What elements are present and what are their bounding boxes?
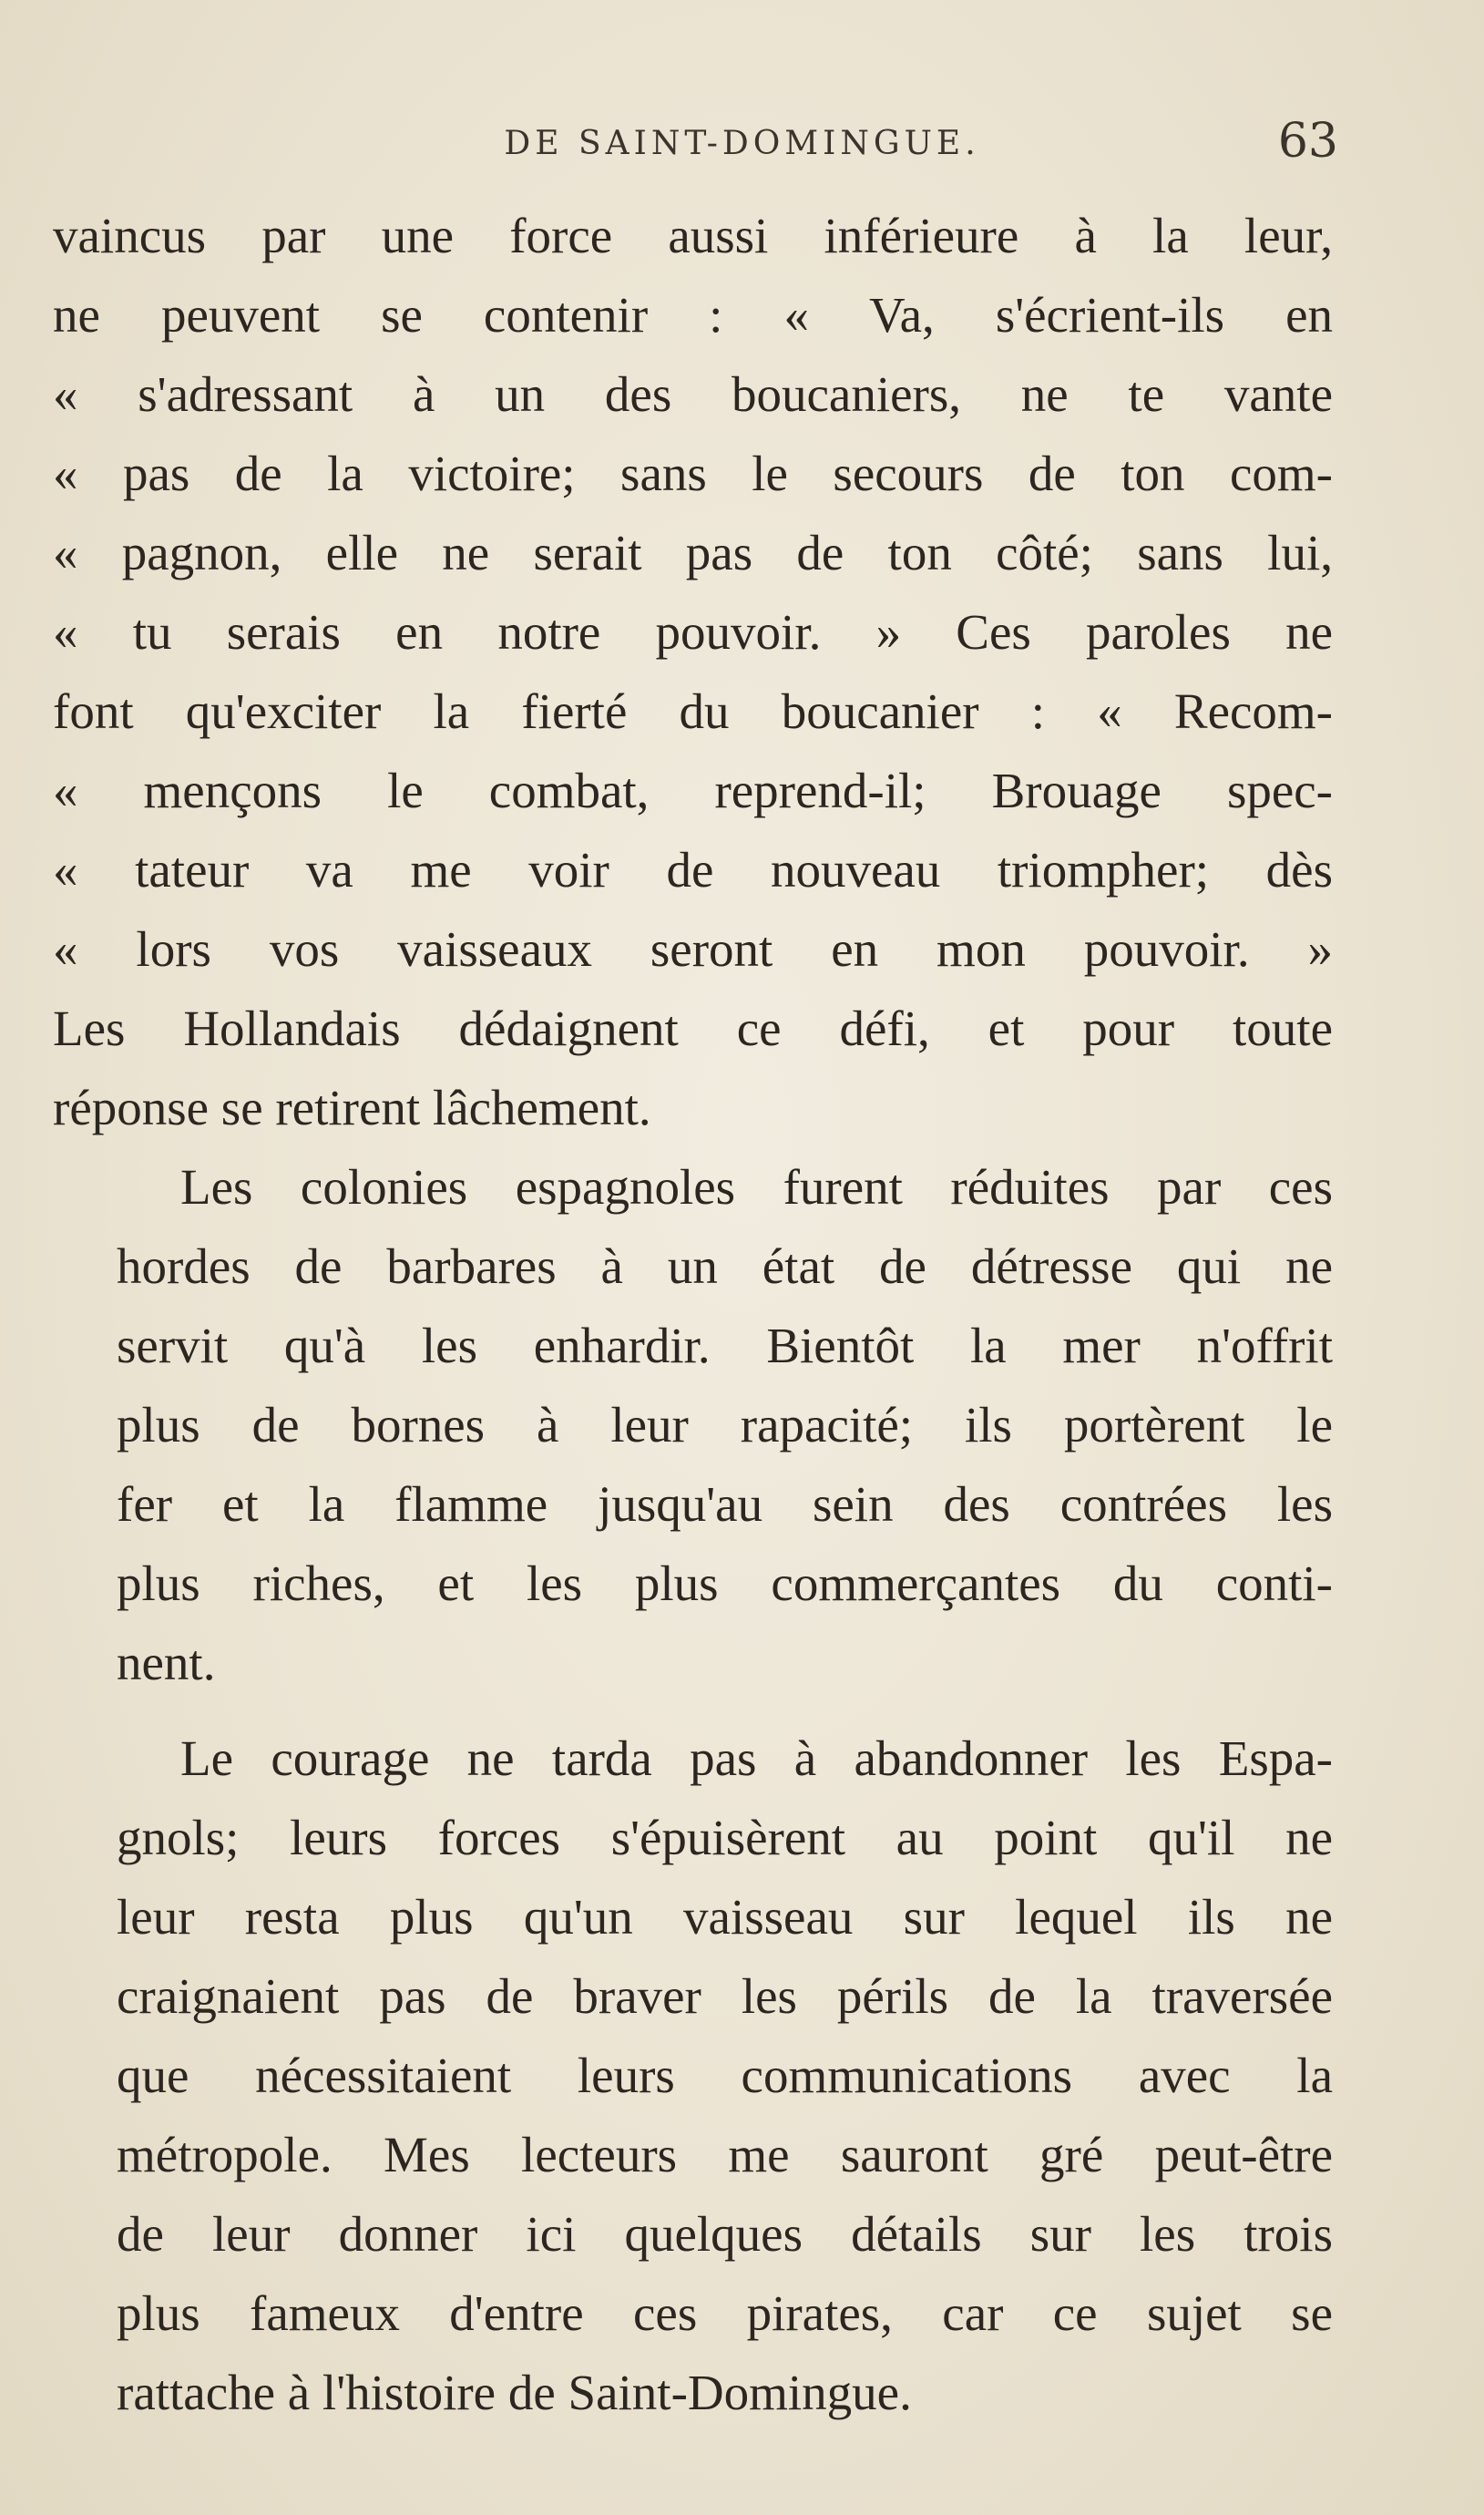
paragraph-2 — [53, 1147, 1333, 1702]
text-line: « tateur va me voir de nouveau triompher; dès — [53, 842, 1333, 898]
text-line: « pas de la victoire; sans le secours de ton com- — [53, 446, 1333, 501]
paragraph-3 — [53, 1719, 1333, 2432]
text-line: « s'adressant à un des boucaniers, ne te vante — [53, 366, 1333, 422]
text-line: « tu serais en notre pouvoir. » Ces paroles ne — [53, 604, 1333, 660]
text-line: plus de bornes à leur rapacité; ils portèrent le — [117, 1397, 1333, 1453]
text-line: nent. — [117, 1635, 216, 1690]
text-line: rattache à l'histoire de Saint-Domingue. — [117, 2365, 912, 2420]
text-line: « lors vos vaisseaux seront en mon pouvoir. » — [53, 921, 1333, 977]
text-line: plus fameux d'entre ces pirates, car ce sujet se — [117, 2285, 1333, 2341]
body-text — [53, 196, 1333, 2432]
paragraph-spacer — [53, 1702, 1333, 1719]
text-line: servit qu'à les enhardir. Bientôt la mer n'offrit — [117, 1318, 1333, 1373]
text-line: gnols; leurs forces s'épuisèrent au point qu'il ne — [117, 1810, 1333, 1865]
text-line: leur resta plus qu'un vaisseau sur lequel ils ne — [117, 1889, 1333, 1945]
text-line: plus riches, et les plus commerçantes du conti- — [117, 1555, 1333, 1611]
text-line: font qu'exciter la fierté du boucanier : « Recom- — [53, 683, 1333, 739]
text-line: métropole. Mes lecteurs me sauront gré peut-être — [117, 2127, 1333, 2182]
page-number: 63 — [1277, 114, 1338, 169]
text-line: que nécessitaient leurs communications avec la — [117, 2048, 1333, 2103]
text-line: hordes de barbares à un état de détresse qui ne — [117, 1238, 1333, 1294]
text-line: craignaient pas de braver les périls de la traversée — [117, 1968, 1333, 2024]
text-line: Les Hollandais dédaignent ce défi, et pour toute — [53, 1001, 1333, 1056]
text-line: fer et la flamme jusqu'au sein des contrées les — [117, 1476, 1333, 1532]
text-line: « mençons le combat, reprend-il; Brouage spec- — [53, 763, 1333, 818]
text-line: « pagnon, elle ne serait pas de ton côté; sans lui, — [53, 525, 1333, 580]
text-line: vaincus par une force aussi inférieure à la leur, — [53, 208, 1333, 263]
running-head — [55, 114, 1429, 178]
text-line: ne peuvent se contenir : « Va, s'écrient-ils en — [53, 287, 1333, 343]
text-line: de leur donner ici quelques détails sur les trois — [117, 2206, 1333, 2262]
running-title: DE SAINT-DOMINGUE. — [504, 125, 980, 162]
text-line: réponse se retirent lâchement. — [53, 1080, 651, 1135]
text-line: Le courage ne tarda pas à abandonner les Espa- — [180, 1730, 1333, 1786]
paragraph-1 — [53, 196, 1333, 1147]
text-line: Les colonies espagnoles furent réduites par ces — [180, 1159, 1333, 1215]
